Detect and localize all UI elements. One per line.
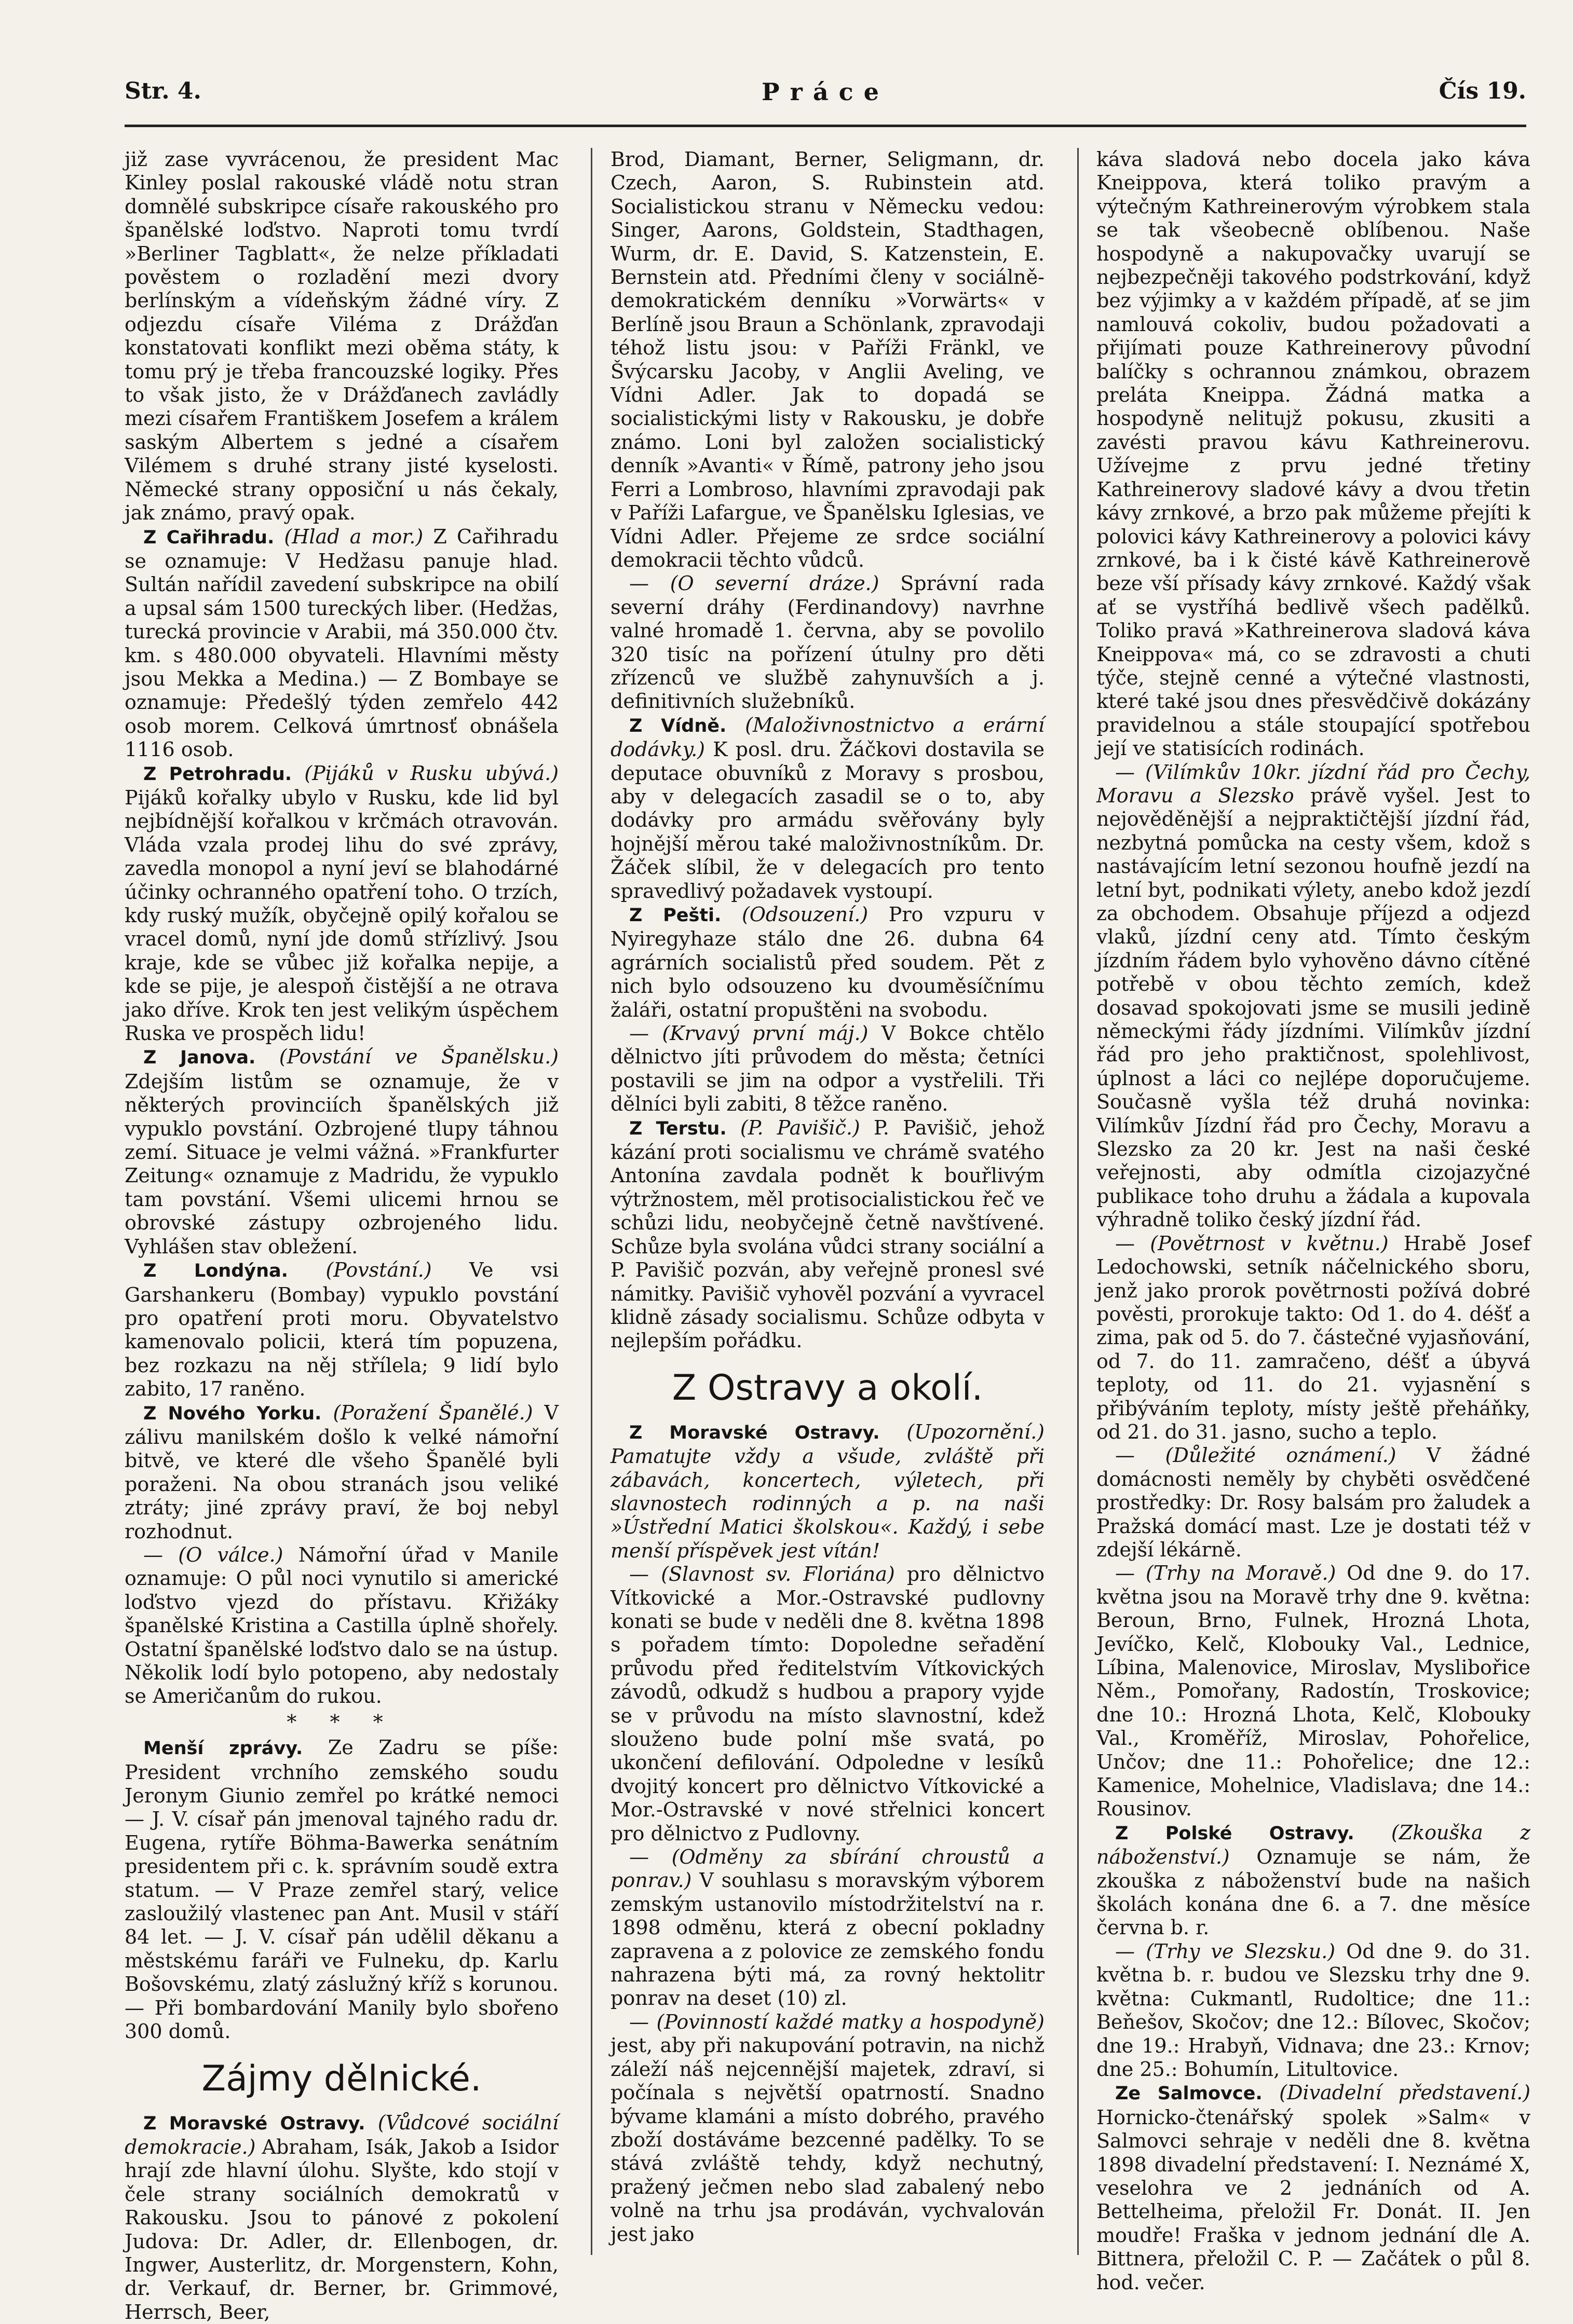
item-text: V žádné domácnosti neměly by chyběti osvědčené prostředky: Dr. Rosy balsám pro žaludek a Pražská domácí mast. Lze je dostati též v zdejší lékárně. xyxy=(1096,1444,1530,1561)
news-item: — (Trhy ve Slezsku.) Od dne 9. do 31. května b. r. budou ve Slezsku trhy dne 9. května: Cukmantl, Rudoltice; dne 11.: Beňešov, Skočov; dne 12.: Bílovec, Skočov; dne 19.: Hrabyň, Vidnava; dne 23.: Krnov; dne 25.: Bohumín, Litultovice. xyxy=(1096,1940,1530,2081)
news-item xyxy=(611,1116,1045,1353)
item-subheading: (Upozornění.) Pamatujte vždy a všude, zvláště při zábavách, koncertech, výletech, při slavnostech rodinných a p. na naši »Ústřední Matici školskou«. Každý, i sebe menší příspěvek jest vítán! xyxy=(611,1420,1045,1562)
item-subheading: (Hlad a mor.) xyxy=(284,525,423,548)
item-subheading: (Odsouzení.) xyxy=(742,903,868,926)
news-item: — (O severní dráze.) Správní rada severní dráhy (Ferdinandovy) navrhne valné hromadě 1. června, aby se povolilo 320 tisíc na pořízení útulny pro děti zřízenců ve službě zahynuvších a j. definitivních služebníků. xyxy=(611,572,1045,713)
news-item: — (Důležité oznámení.) V žádné domácnosti neměly by chyběti osvědčené prostředky: Dr. Rosy balsám pro žaludek a Pražská domácí mast. Lze je dostati též v zdejší lékárně. xyxy=(1096,1444,1530,1562)
item-subheading: (Trhy ve Slezsku.) xyxy=(1146,1940,1335,1963)
item-heading: Z Terstu. xyxy=(629,1118,727,1139)
news-item xyxy=(611,903,1045,1022)
news-item: — (Slavnost sv. Floriána) pro dělnictvo Vítkovické a Mor.-Ostravské pudlovny konati se bude v neděli dne 8. května 1898 s pořadem tímto: Dopoledne seřadění průvodu před ředitelstvím Vítkovických závodů, odkudž s hudbou a prapory vyjde se v průvodu na místo slavnostní, kdež slouženo bude polní mše svatá, po ukončení defilování. Odpoledne v lesíků dvojitý koncert pro dělnictvo Vítkovické a Mor.-Ostravské v nové střelnici koncert pro dělnictvo z Pudlovny. xyxy=(611,1563,1045,1845)
news-item xyxy=(1096,2081,1530,2294)
item-subheading: (Krvavý první máj.) xyxy=(662,1022,868,1045)
item-heading: Z Londýna. xyxy=(143,1261,288,1281)
header-rule xyxy=(125,125,1526,127)
item-subheading: (Divadelní představení.) xyxy=(1279,2081,1530,2104)
item-text: K posl. dru. Žáčkovi dostavila se deputace obuvníků z Moravy s prosbou, aby v delegacích zasadil se o to, aby dodávky pro armádu svěřovány byly hojnější měrou také maloživnostníkům. Dr. Žáček slíbil, že v delegacích pro tento spravedlivý požadavek vystoupí. xyxy=(611,738,1045,902)
item-text: Z Cařihradu se oznamuje: V Hedžasu panuje hlad. Sultán nařídil zavedení subskripce na obilí a upsal sám 1500 tureckých liber. (Hedžas, turecká provincie v Arabii, má 350.000 čtv. km. s 480.000 obyvateli. Hlavními městy jsou Mekka a Medina.) — Z Bombaye se oznamuje: Předešlý týden zemřelo 442 osob morem. Celková úmrtnosť obnášela 1116 osob. xyxy=(125,525,559,761)
column-2 xyxy=(611,148,1045,2265)
item-subheading: (Povstání.) xyxy=(326,1259,431,1281)
newspaper-title: Práce xyxy=(125,78,1526,106)
news-item: — (Povinností každé matky a hospodyně) jest, aby při nakupování potravin, na nichž záleží náš nejcennější majetek, zdraví, si počínala s největší opatrností. Snadno bývame klamáni a místo dobrého, pravého zboží dostáváme bezcenné padělky. To se stává zvláště tehdy, když nechutný, pražený ječmen nebo slad zabalený nebo volně na trhu jsa prodáván, vychvalován jest jako xyxy=(611,2011,1045,2246)
article-paragraph: káva sladová nebo docela jako káva Kneippova, která toliko pravým a výtečným Kathreinerovým výrobkem stala se tak všeobecně oblíbenou. Naše hospodyně a nakupovačky uvarují se nejbezpečněji takového podstrkování, když bez výjimky a v každém případě, ať se jim namlouvá cokoliv, budou požadovati a přijímati pouze Kathreinerovy původní balíčky s ochrannou známkou, obrazem preláta Kneippa. Žádná matka a hospodyně nelitujž pokusu, zkusiti a zavésti pravou kávu Kathreinerovu. Užívejme z prvu jedné třetiny Kathreinerovy sladové kávy a dvou třetin kávy zrnkové, a brzo pak můžeme přejíti k polovici kávy Kathreinerovy a polovici kávy zrnkové, ba i k čisté kávě Kathreinerově beze vší přísady kávy zrnkové. Každý však ať se vystříhá bedlivě všech padělků. Toliko pravá »Kathreinerova sladová káva Kneippova« má, co se zdravosti a chuti týče, stejně cenné a výtečné vlastnosti, které také jsou dnes přesvědčivě dokázány pravidelnou a stále stoupající spotřebou její ve statisících rodinách. xyxy=(1096,148,1530,761)
news-item: — (O válce.) Námořní úřad v Manile oznamuje: O půl noci vynutilo si americké loďstvo vjezd do přístavu. Křižáky španělské Kristina a Castilla úplně shořely. Ostatní španělské loďstvo dalo se na ústup. Několik lodí bylo potopeno, aby nedostaly se Američanům do rukou. xyxy=(125,1543,559,1708)
news-item: — (Odměny za sbírání chroustů a ponrav.) V souhlasu s moravským výborem zemským ustanovilo místodržitelství na r. 1898 odměnu, která z obecní pokladny zapravena a z polovice ze zemského fondu nahrazena býti má, za rovný hektolitr ponrav na deset (10) zl. xyxy=(611,1845,1045,2011)
item-subheading: (Povětrnost v květnu.) xyxy=(1150,1232,1388,1255)
column-1 xyxy=(125,148,559,2265)
item-text: V souhlasu s moravským výborem zemským ustanovilo místodržitelství na r. 1898 odměnu, která z obecní pokladny zapravena a z polovice ze zemského fondu nahrazena býti má, za rovný hektolitr ponrav na deset (10) zl. xyxy=(611,1869,1045,2009)
item-subheading: (Trhy na Moravě.) xyxy=(1146,1562,1336,1584)
item-text: V Bokce chtělo dělnictvo jíti průvodem do města; četníci postavili se jim na odpor a vystřelili. Tři dělníci byli zabiti, 8 těžce raněno. xyxy=(611,1022,1045,1115)
item-heading: Menší zprávy. xyxy=(143,1738,303,1759)
item-subheading: (P. Pavišič.) xyxy=(740,1116,860,1139)
item-heading: Ze Salmovce. xyxy=(1115,2083,1263,2104)
column-3 xyxy=(1096,148,1530,2265)
news-item xyxy=(125,1259,559,1401)
item-text: Ve vsi Garshankeru (Bombay) vypuklo povstání pro opatření proti moru. Obyvatelstvo kamenovalo policii, která tím popuzena, bez rozkazu na něj střílela; 9 lidí bylo zabito, 17 raněno. xyxy=(125,1259,559,1400)
item-text: V zálivu manilském došlo k velké námořní bitvě, ve které dle všeho Španělé byli poraženi. Na obou stranách jsou veliké ztráty; jiné zprávy praví, že boj nebyl rozhodnut. xyxy=(125,1401,559,1543)
item-heading: Z Janova. xyxy=(143,1047,255,1068)
item-subheading: (Odměny za sbírání chroustů a ponrav.) xyxy=(611,1845,1045,1892)
item-subheading: (Povinností každé matky a hospodyně) xyxy=(657,2011,1045,2033)
item-subheading: (Pijáků v Rusku ubývá.) xyxy=(304,762,559,785)
item-subheading: (Vůdcové sociální demokracie.) xyxy=(125,2111,559,2158)
item-text: Námořní úřad v Manile oznamuje: O půl noci vynutilo si americké loďstvo vjezd do přístavu. Křižáky španělské Kristina a Castilla úplně shořely. Ostatní španělské loďstvo dalo se na ústup. Několik lodí bylo potopeno, aby nedostaly se Američanům do rukou. xyxy=(125,1543,559,1707)
item-subheading: (Slavnost sv. Floriána) xyxy=(661,1563,895,1585)
item-text: Správní rada severní dráhy (Ferdinandovy) navrhne valné hromadě 1. června, aby se povolilo 320 tisíc na pořízení útulny pro děti zřízenců ve službě zahynuvších a j. definitivních služebníků. xyxy=(611,572,1045,713)
item-text: Od dne 9. do 17. května jsou na Moravě trhy dne 9. května: Beroun, Brno, Fulnek, Hrozná Lhota, Jevíčko, Kelč, Klobouky Val., Lednice, Líbina, Malenovice, Miroslav, Myslibořice Něm., Pomořany, Radostín, Troskovice; dne 10.: Hrozná Lhota, Kelč, Klobouky Val., Kroměříž, Miroslav, Pohořelice, Unčov; dne 11.: Pohořelice; dne 12.: Kamenice, Mohelnice, Vladislava; dne 14.: Rousinov. xyxy=(1096,1562,1530,1820)
news-item xyxy=(125,2111,559,2324)
page-number: Str. 4. xyxy=(125,78,201,104)
item-text: P. Pavišič, jehož kázání proti socialismu ve chrámě svatého Antonína zavdala podnět k bouřlivým výtržnostem, měl protisocialistickou řeč ve schůzi lidu, neobyčejně četně navštívené. Schůze byla svolána vůdci strany sociální a P. Pavišič pozván, aby veřejně pronesl své námitky. Pavišič vyhověl pozvání a vyvracel klidně zásady socialismu. Schůze odbyta v nejlepším pořádku. xyxy=(611,1116,1045,1352)
item-heading: Z Moravské Ostravy. xyxy=(143,2113,365,2134)
news-item: — (Vilímkův 10kr. jízdní řád pro Čechy, Moravu a Slezsko právě vyšel. Jest to nejověděnější a nejpraktičtější jízdní řád, nezbytná pomůcka na cesty všem, kdož s nastávajícím letní sezonou houfně jezdí na letní byt, podnikati výlety, anebo kdož jezdí za obchodem. Obsahuje příjezd a odjezd vlaků, jízdní ceny atd. Tímto českým jízdním řádem bylo vyhověno dávno cítěné potřebě v obou těchto zemích, kdež dosavad spokojovati jsme se musili jedině německými řády jízdními. Vilímkův jízdní řád pro jeho praktičnost, spolehlivost, úplnost a láci co nejlépe doporučujeme. Současně vyšla též druhá novinka: Vilímkův Jízdní řád pro Čechy, Moravu a Slezsko za 20 kr. Jest na naši české veřejnosti, aby odmítla cizojazyčné publikace toho druhu a žádala a kupovala výhradně toliko český jízdní řád. xyxy=(1096,761,1530,1232)
item-subheading: (Zkouška z náboženství.) xyxy=(1096,1821,1530,1868)
item-subheading: (O válce.) xyxy=(178,1543,283,1566)
item-heading: Z Nového Yorku. xyxy=(143,1403,321,1424)
news-item xyxy=(125,1736,559,2043)
article-paragraph: již zase vyvrácenou, že president Mac Kinley poslal rakouské vládě notu stran domnělé subskripce císaře rakouského pro španělské loďstvo. Naproti tomu tvrdí »Berliner Tagblatt«, že nelze příkladati pověstem o rozladění mezi dvory berlínským a vídeňským žádné víry. Z odjezdu císaře Viléma z Drážďan konstatovati konflikt mezi oběma státy, k tomu prý je třeba francouzské logiky. Přes to však jisto, že v Drážďanech zavládly mezi císařem Františkem Josefem a králem saským Albertem s jedné a císařem Vilémem s druhé strany jisté kyselosti. Německé strany opposiční u nás čekaly, jak známo, pravý opak. xyxy=(125,148,559,525)
item-text: pro dělnictvo Vítkovické a Mor.-Ostravské pudlovny konati se bude v neděli dne 8. května 1898 s pořadem tímto: Dopoledne seřadění průvodu před ředitelstvím Vítkovických závodů, odkudž s hudbou a prapory vyjde se v průvodu na místo slavnostní, kdež slouženo bude polní mše svatá, po ukončení defilování. Odpoledne v lesíků dvojitý koncert pro dělnictvo Vítkovické a Mor.-Ostravské v nové střelnici koncert pro dělnictvo z Pudlovny. xyxy=(611,1563,1045,1844)
news-item: — (Povětrnost v květnu.) Hrabě Josef Ledochowski, setník náčelnického sboru, jenž jako prorok povětrnosti požívá dobré pověsti, prorokuje takto: Od 1. do 4. déšť a zima, pak od 5. do 7. částečné vyjasňování, od 7. do 11. zamračeno, déšť a úbyvá teploty, od 11. do 21. vyjasnění s přibýváním teploty, místy ještě přeháňky, od 21. do 31. jasno, sucho a teplo. xyxy=(1096,1232,1530,1444)
item-text: Zdejším listům se oznamuje, že v některých provinciích španělských již vypuklo povstání. Ozbrojené tlupy táhnou zemí. Situace je velmi vážná. »Frankfurter Zeitung« oznamuje z Madridu, že vypuklo tam povstání. Všemi ulicemi hrnou se obrovské zástupy ozbrojeného lidu. Vyhlášen stav obležení. xyxy=(125,1070,559,1258)
item-subheading: (O severní dráze.) xyxy=(670,572,879,595)
item-heading: Z Moravské Ostravy. xyxy=(629,1423,880,1443)
news-item xyxy=(125,1401,559,1543)
item-text: Ze Zadru se píše: President vrchního zemského soudu Jeronym Giunio zemřel po krátké nemoci — J. V. císař pán jmenoval tajného radu dr. Eugena, rytíře Böhma-Bawerka senátním presidentem při c. k. správním soudě extra statum. — V Praze zemřel starý, velice zasloužilý vlastenec pan Ant. Musil v stáří 84 let. — J. V. císař pán udělil děkanu a městskému faráři ve Fulneku, dp. Karlu Bošovskému, zlatý záslužný kříž s korunou. — Při bombardování Manily bylo sbořeno 300 domů. xyxy=(125,1736,559,2043)
news-item: — (Trhy na Moravě.) Od dne 9. do 17. května jsou na Moravě trhy dne 9. května: Beroun, Brno, Fulnek, Hrozná Lhota, Jevíčko, Kelč, Klobouky Val., Lednice, Líbina, Malenovice, Miroslav, Myslibořice Něm., Pomořany, Radostín, Troskovice; dne 10.: Hrozná Lhota, Kelč, Klobouky Val., Kroměříž, Miroslav, Pohořelice, Unčov; dne 11.: Pohořelice; dne 12.: Kamenice, Mohelnice, Vladislava; dne 14.: Rousinov. xyxy=(1096,1562,1530,1821)
item-heading: Z Cařihradu. xyxy=(143,527,274,548)
item-text: Od dne 9. do 31. května b. r. budou ve Slezsku trhy dne 9. května: Cukmantl, Rudoltice; dne 11.: Beňešov, Skočov; dne 12.: Bílovec, Skočov; dne 19.: Hrabyň, Vidnava; dne 23.: Krnov; dne 25.: Bohumín, Litultovice. xyxy=(1096,1940,1530,2081)
item-heading: Z Pešti. xyxy=(629,905,721,926)
item-heading: Z Polské Ostravy. xyxy=(1115,1823,1354,1844)
item-text: Oznamuje se nám, že zkouška z náboženství bude na našich školách konána dne 6. a 7. dne měsíce června b. r. xyxy=(1096,1845,1530,1939)
item-text: Abraham, Isák, Jakob a Isidor hrají zde hlavní úlohu. Slyšte, kdo stojí v čele strany sociálních demokratů v Rakousku. Jsou to pánové z pokolení Judova: Dr. Adler, dr. Ellenbogen, dr. Ingwer, Austerlitz, dr. Morgenstern, Kohn, dr. Verkauf, dr. Berner, br. Grimmové, Herrsch, Beer, xyxy=(125,2136,559,2323)
item-subheading: (Maloživnostnictvo a erární dodávky.) xyxy=(611,714,1045,761)
news-item xyxy=(611,1420,1045,1563)
issue-number: Čís 19. xyxy=(1439,78,1526,104)
section-heading: Z Ostravy a okolí. xyxy=(611,1368,1045,1409)
news-item xyxy=(125,762,559,1046)
item-text: Pijáků kořalky ubylo v Rusku, kde lid byl nejbídnější kořalkou v krčmách otravován. Vláda vzala prodej lihu do své zprávy, zavedla monopol a nyní jeví se blahodárné účinky ochranného opatření toho. O trzích, kdy ruský mužík, obyčejně opilý kořalou se vracel domů, nyní jde domů střízlivý. Jsou kraje, kde se vůbec již kořalka nepije, a kde se pije, je alespoň čistější a ne otrava jako dříve. Krok ten jest velikým úspěchem Ruska ve prospěch lidu! xyxy=(125,786,559,1045)
news-item xyxy=(125,1045,559,1259)
item-text: Hrabě Josef Ledochowski, setník náčelnického sboru, jenž jako prorok povětrnosti požívá dobré pověsti, prorokuje takto: Od 1. do 4. déšť a zima, pak od 5. do 7. částečné vyjasňování, od 7. do 11. zamračeno, déšť a úbyvá teploty, od 11. do 21. vyjasnění s přibýváním teploty, místy ještě přeháňky, od 21. do 31. jasno, sucho a teplo. xyxy=(1096,1232,1530,1443)
item-text: jest, aby při nakupování potravin, na nichž záleží náš nejcennější majetek, zdraví, si počínala s největší opatrností. Snadno bývame klamáni a místo dobrého, pravého zboží dostáváme bezcenné padělky. To se stává zvláště tehdy, když nechutný, pražený ječmen nebo slad zabalený nebo volně na trhu jsa prodáván, vychvalován jest jako xyxy=(611,2034,1045,2245)
column-divider xyxy=(591,148,592,2255)
item-heading: Z Petrohradu. xyxy=(143,764,292,785)
item-subheading: (Důležité oznámení.) xyxy=(1165,1444,1396,1467)
news-item: — (Krvavý první máj.) V Bokce chtělo dělnictvo jíti průvodem do města; četníci postavili se jim na odpor a vystřelili. Tři dělníci byli zabiti, 8 těžce raněno. xyxy=(611,1022,1045,1116)
section-heading: Zájmy dělnické. xyxy=(125,2058,559,2100)
article-paragraph: Brod, Diamant, Berner, Seligmann, dr. Czech, Aaron, S. Rubinstein atd. Socialistickou stranu v Německu vedou: Singer, Aarons, Goldstein, Stadthagen, Wurm, dr. E. David, S. Katzenstein, E. Bernstein atd. Předními členy v sociálně-demokratickém denníku »Vorwärts« v Berlíně jsou Braun a Schönlank, zpravodaji téhož listu jsou: v Paříži Fränkl, ve Švýcarsku Jacoby, v Anglii Aveling, ve Vídni Adler. Jak to dopadá se socialistickými listy v Rakousku, je dobře známo. Loni byl založen socialistický denník »Avanti« v Římě, patrony jeho jsou Ferri a Lombroso, hlavními zpravodaji pak v Paříži Lafargue, ve Španělsku Iglesias, ve Vídni Adler. Přejeme ze srdce sociální demokracii těchto vůdců. xyxy=(611,148,1045,572)
page-header xyxy=(125,78,1526,114)
item-text: Hornicko-čtenářský spolek »Salm« v Salmovci sehraje v neděli dne 8. května 1898 divadelní představení: I. Neznámé X, veselohra ve 2 jednáních od A. Bettelheima, přeložil Fr. Donát. II. Jen moudře! Fraška v jednom jednání dle A. Bittnera, přeložil C. P. — Začátek o půl 8. hod. večer. xyxy=(1096,2106,1530,2294)
item-heading: Z Vídně. xyxy=(629,716,726,736)
column-divider xyxy=(1077,148,1079,2255)
news-item xyxy=(611,714,1045,903)
item-subheading: (Vilímkův 10kr. jízdní řád pro Čechy, Moravu a Slezsko xyxy=(1096,761,1530,807)
item-text: právě vyšel. Jest to nejověděnější a nejpraktičtější jízdní řád, nezbytná pomůcka na cesty všem, kdož s nastávajícím letní sezonou houfně jezdí na letní byt, podnikati výlety, anebo kdož jezdí za obchodem. Obsahuje příjezd a odjezd vlaků, jízdní ceny atd. Tímto českým jízdním řádem bylo vyhověno dávno cítěné potřebě v obou těchto zemích, kdež dosavad spokojovati jsme se musili jedině německými řády jízdními. Vilímkův jízdní řád pro jeho praktičnost, spolehlivost, úplnost a láci co nejlépe doporučujeme. Současně vyšla též druhá novinka: Vilímkův Jízdní řád pro Čechy, Moravu a Slezsko za 20 kr. Jest na naši české veřejnosti, aby odmítla cizojazyčné publikace toho druhu a žádala a kupovala výhradně toliko český jízdní řád. xyxy=(1096,784,1530,1231)
item-subheading: (Povstání ve Španělsku.) xyxy=(279,1045,559,1068)
news-item xyxy=(125,525,559,762)
news-item xyxy=(1096,1821,1530,1940)
item-subheading: (Poražení Španělé.) xyxy=(333,1401,533,1424)
section-stars: * * * xyxy=(125,1711,559,1734)
item-text: Pro vzpuru v Nyiregyhaze stálo dne 26. dubna 64 agrárních socialistů před soudem. Pět z nich bylo odsouzeno ku dvouměsíčnímu žaláři, ostatní propuštěni na svobodu. xyxy=(611,903,1045,1021)
